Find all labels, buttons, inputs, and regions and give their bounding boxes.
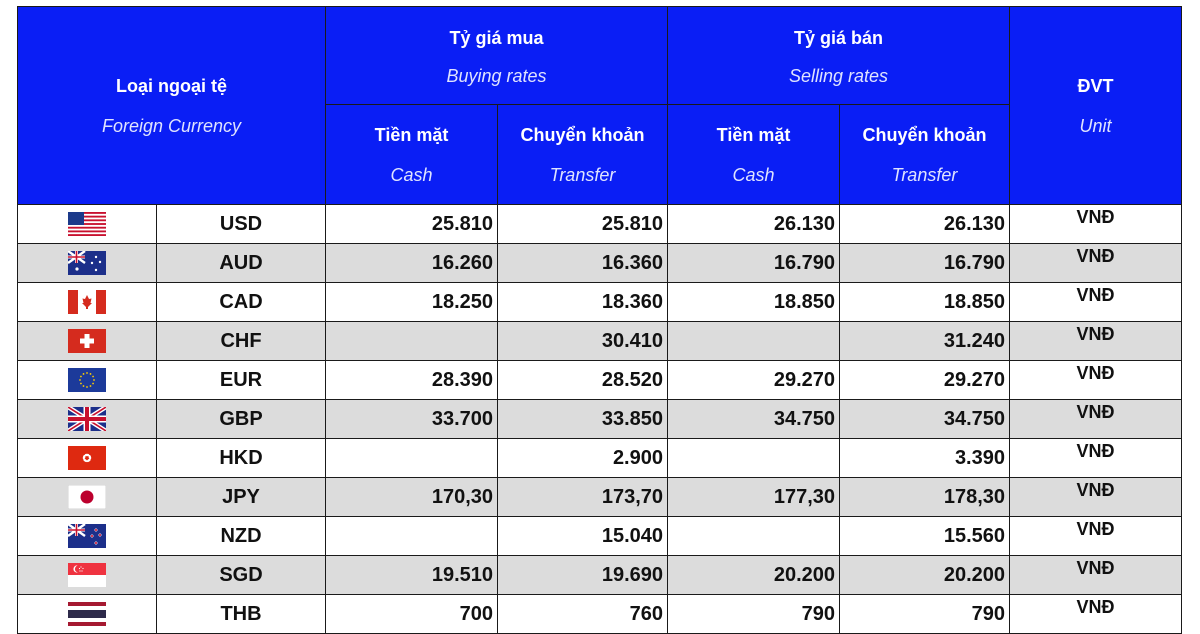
buy-transfer-value: 2.900 — [498, 439, 668, 478]
buy-transfer-value: 30.410 — [498, 322, 668, 361]
unit-header-vi: ĐVT — [1077, 75, 1114, 96]
buy-cash-en: Cash — [390, 164, 433, 185]
flag-cell — [18, 400, 157, 439]
buy-cash-value: 700 — [326, 595, 498, 634]
currency-code: GBP — [157, 400, 326, 439]
sell-transfer-value: 31.240 — [840, 322, 1010, 361]
flag-cell — [18, 244, 157, 283]
table-row — [18, 205, 1182, 244]
buy-transfer-en: Transfer — [549, 164, 616, 185]
currency-code: HKD — [157, 439, 326, 478]
flag-cell — [18, 517, 157, 556]
unit-value: VNĐ — [1010, 244, 1182, 283]
us-flag-icon — [68, 212, 106, 236]
sell-cash-value: 34.750 — [668, 400, 840, 439]
unit-header-en: Unit — [1079, 115, 1112, 136]
selling-rates-header — [668, 7, 1010, 105]
rate-rows — [18, 205, 1182, 634]
sell-cash-value — [668, 517, 840, 556]
sell-transfer-value: 790 — [840, 595, 1010, 634]
sell-cash-value: 29.270 — [668, 361, 840, 400]
flag-cell — [18, 478, 157, 517]
sell-transfer-value: 16.790 — [840, 244, 1010, 283]
currency-code: CAD — [157, 283, 326, 322]
buy-cash-value — [326, 322, 498, 361]
table-row — [18, 322, 1182, 361]
sell-transfer-value: 29.270 — [840, 361, 1010, 400]
buy-transfer-header — [498, 105, 668, 205]
ca-flag-icon — [68, 290, 106, 314]
buy-cash-value: 170,30 — [326, 478, 498, 517]
sell-transfer-en: Transfer — [891, 164, 958, 185]
sell-transfer-value: 15.560 — [840, 517, 1010, 556]
ch-flag-icon — [68, 329, 106, 353]
selling-rates-vi: Tỷ giá bán — [793, 27, 883, 48]
buy-cash-value: 33.700 — [326, 400, 498, 439]
sell-transfer-value: 34.750 — [840, 400, 1010, 439]
nz-flag-icon — [68, 524, 106, 548]
table-row — [18, 517, 1182, 556]
unit-value: VNĐ — [1010, 361, 1182, 400]
sell-cash-vi: Tiền mặt — [716, 124, 791, 145]
table-row — [18, 244, 1182, 283]
flag-cell — [18, 205, 157, 244]
currency-code: THB — [157, 595, 326, 634]
buy-cash-vi: Tiền mặt — [374, 124, 449, 145]
buy-transfer-value: 25.810 — [498, 205, 668, 244]
sell-cash-header — [668, 105, 840, 205]
sell-transfer-value: 26.130 — [840, 205, 1010, 244]
currency-code: USD — [157, 205, 326, 244]
currency-header — [18, 7, 326, 205]
unit-value: VNĐ — [1010, 478, 1182, 517]
unit-value: VNĐ — [1010, 283, 1182, 322]
sell-cash-value: 20.200 — [668, 556, 840, 595]
buy-transfer-value: 18.360 — [498, 283, 668, 322]
buy-transfer-value: 16.360 — [498, 244, 668, 283]
currency-header-vi: Loại ngoại tệ — [115, 75, 227, 96]
table-row — [18, 478, 1182, 517]
table-row — [18, 439, 1182, 478]
buy-transfer-value: 173,70 — [498, 478, 668, 517]
sell-cash-value — [668, 322, 840, 361]
currency-code: AUD — [157, 244, 326, 283]
gb-flag-icon — [68, 407, 106, 431]
currency-code: JPY — [157, 478, 326, 517]
sell-cash-value: 18.850 — [668, 283, 840, 322]
currency-header-en: Foreign Currency — [101, 115, 242, 136]
buy-cash-value: 18.250 — [326, 283, 498, 322]
buy-cash-value: 28.390 — [326, 361, 498, 400]
sell-cash-value: 16.790 — [668, 244, 840, 283]
buy-transfer-value: 15.040 — [498, 517, 668, 556]
buy-cash-value: 19.510 — [326, 556, 498, 595]
sell-cash-value: 177,30 — [668, 478, 840, 517]
exchange-rate-table — [17, 6, 1182, 634]
unit-value: VNĐ — [1010, 439, 1182, 478]
unit-value: VNĐ — [1010, 205, 1182, 244]
sell-transfer-value: 20.200 — [840, 556, 1010, 595]
table-row — [18, 361, 1182, 400]
sell-transfer-value: 178,30 — [840, 478, 1010, 517]
sg-flag-icon — [68, 563, 106, 587]
unit-value: VNĐ — [1010, 517, 1182, 556]
buy-cash-value — [326, 439, 498, 478]
flag-cell — [18, 283, 157, 322]
currency-code: CHF — [157, 322, 326, 361]
selling-rates-en: Selling rates — [788, 65, 889, 86]
sell-cash-value: 790 — [668, 595, 840, 634]
sell-transfer-value: 18.850 — [840, 283, 1010, 322]
th-flag-icon — [68, 602, 106, 626]
unit-value: VNĐ — [1010, 556, 1182, 595]
buy-transfer-value: 28.520 — [498, 361, 668, 400]
buy-transfer-value: 33.850 — [498, 400, 668, 439]
buying-rates-en: Buying rates — [446, 65, 547, 86]
currency-code: NZD — [157, 517, 326, 556]
sell-cash-value: 26.130 — [668, 205, 840, 244]
sell-transfer-header — [840, 105, 1010, 205]
unit-value: VNĐ — [1010, 595, 1182, 634]
eu-flag-icon — [68, 368, 106, 392]
jp-flag-icon — [68, 485, 106, 509]
buying-rates-header — [326, 7, 668, 105]
buy-transfer-value: 19.690 — [498, 556, 668, 595]
currency-code: SGD — [157, 556, 326, 595]
buy-transfer-vi: Chuyển khoản — [520, 124, 645, 145]
sell-transfer-vi: Chuyển khoản — [862, 124, 987, 145]
buy-cash-value: 16.260 — [326, 244, 498, 283]
sell-cash-value — [668, 439, 840, 478]
buy-transfer-value: 760 — [498, 595, 668, 634]
buy-cash-value — [326, 517, 498, 556]
flag-cell — [18, 322, 157, 361]
au-flag-icon — [68, 251, 106, 275]
flag-cell — [18, 361, 157, 400]
table-row — [18, 400, 1182, 439]
currency-code: EUR — [157, 361, 326, 400]
unit-header — [1010, 7, 1182, 205]
unit-value: VNĐ — [1010, 322, 1182, 361]
flag-cell — [18, 556, 157, 595]
buy-cash-header — [326, 105, 498, 205]
table-row — [18, 556, 1182, 595]
flag-cell — [18, 439, 157, 478]
unit-value: VNĐ — [1010, 400, 1182, 439]
buying-rates-vi: Tỷ giá mua — [449, 27, 544, 48]
hk-flag-icon — [68, 446, 106, 470]
sell-cash-en: Cash — [732, 164, 775, 185]
table-row — [18, 283, 1182, 322]
sell-transfer-value: 3.390 — [840, 439, 1010, 478]
buy-cash-value: 25.810 — [326, 205, 498, 244]
